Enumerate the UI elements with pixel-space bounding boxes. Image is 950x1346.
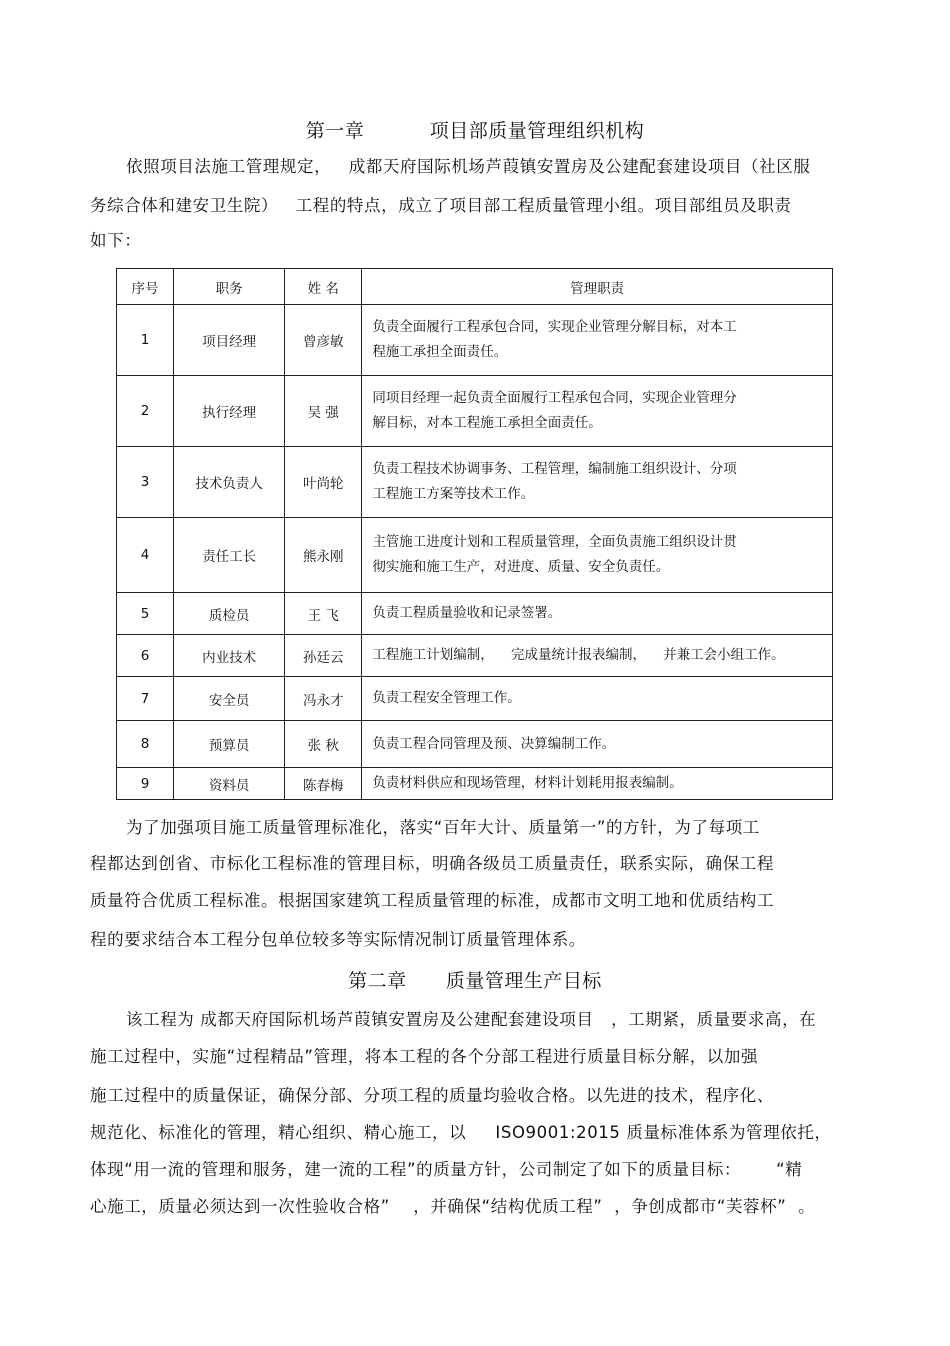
duty-line: 解目标，对本工程施工承担全面责任。 [372, 415, 602, 431]
duty-line: 负责工程合同管理及预、决算编制工作。 [372, 735, 616, 752]
chapter1-title: 第一章 项目部质量管理组织机构 [305, 120, 645, 142]
table-row [117, 677, 833, 721]
row-no: 6 [117, 635, 174, 677]
row-duty [362, 768, 833, 800]
intro-line-3: 如下： [90, 231, 142, 250]
body-line-1: 该工程为 成都天府国际机场芦葭镇安置房及公建配套建设项目 ，工期紧，质量要求高，在 [126, 1010, 817, 1029]
header-name: 姓 名 [285, 269, 362, 305]
duty-line: 负责工程安全管理工作。 [372, 690, 521, 706]
row-no: 4 [117, 518, 174, 593]
row-duty [362, 376, 833, 447]
row-no: 9 [117, 768, 174, 800]
closing-line-2: 程都达到创省、市标化工程标准的管理目标，明确各级员工质量责任，联系实际，确保工程 [90, 854, 774, 873]
row-name: 冯永才 [285, 677, 362, 721]
row-post: 内业技术 [174, 635, 285, 677]
row-post: 执行经理 [174, 376, 285, 447]
intro-line-1: 依照项目法施工管理规定， 成都天府国际机场芦葭镇安置房及公建配套建设项目（社区服 [126, 157, 811, 176]
row-name: 熊永刚 [285, 518, 362, 593]
row-duty [362, 635, 833, 677]
row-duty [362, 721, 833, 768]
duty-line: 工程施工计划编制， 完成量统计报表编制， 并兼工会小组工作。 [372, 647, 785, 663]
chapter2-title: 第二章 质量管理生产目标 [348, 970, 602, 992]
table-row [117, 593, 833, 635]
row-no: 5 [117, 593, 174, 635]
table-row [117, 635, 833, 677]
row-duty [362, 677, 833, 721]
duty-line: 负责工程技术协调事务、工程管理，编制施工组织设计、分项 [372, 461, 737, 477]
duty-line: 负责工程质量验收和记录签署。 [372, 605, 562, 621]
intro-line-2: 务综合体和建安卫生院） 工程的特点，成立了项目部工程质量管理小组。项目部组员及职责 [90, 196, 792, 215]
duty-line: 工程施工方案等技术工作。 [372, 486, 535, 502]
row-duty [362, 305, 833, 376]
table-row [117, 518, 833, 593]
row-post: 安全员 [174, 677, 285, 721]
header-no: 序号 [117, 269, 174, 305]
row-post: 质检员 [174, 593, 285, 635]
body-line-6: 心施工，质量必须达到一次性验收合格” ，并确保“结构优质工程” ，争创成都市“芙蓉杯” 。 [90, 1197, 816, 1216]
body-line-3: 施工过程中的质量保证，确保分部、分项工程的质量均验收合格。以先进的技术，程序化、 [90, 1086, 774, 1105]
row-name: 孙廷云 [285, 635, 362, 677]
row-duty [362, 593, 833, 635]
closing-line-3: 质量符合优质工程标准。根据国家建筑工程质量管理的标准，成都市文明工地和优质结构工 [90, 891, 774, 910]
table-row [117, 768, 833, 800]
body-line-4: 规范化、标准化的管理，精心组织、精心施工，以 ISO9001:2015 质量标准体系为管理依托， [90, 1123, 832, 1142]
row-post: 项目经理 [174, 305, 285, 376]
duty-line: 主管施工进度计划和工程质量管理，全面负责施工组织设计贯 [372, 534, 737, 550]
table-row [117, 305, 833, 376]
row-duty [362, 447, 833, 518]
table-header-row [117, 269, 833, 305]
row-name: 张 秋 [285, 721, 362, 768]
table-row [117, 376, 833, 447]
header-duty: 管理职责 [362, 269, 833, 305]
row-post: 资料员 [174, 768, 285, 800]
row-name: 曾彦敏 [285, 305, 362, 376]
duty-line: 彻实施和施工生产，对进度、质量、安全负责任。 [372, 559, 670, 575]
row-name: 王 飞 [285, 593, 362, 635]
closing-line-1: 为了加强项目施工质量管理标准化，落实“百年大计、质量第一”的方针，为了每项工 [126, 818, 760, 837]
header-post: 职务 [174, 269, 285, 305]
staff-duty-table [116, 268, 833, 800]
row-name: 陈春梅 [285, 768, 362, 800]
row-name: 吴 强 [285, 376, 362, 447]
body-line-2: 施工过程中，实施“过程精品”管理，将本工程的各个分部工程进行质量目标分解，以加强 [90, 1047, 759, 1066]
table-row [117, 721, 833, 768]
duty-line: 负责材料供应和现场管理，材料计划耗用报表编制。 [372, 775, 683, 791]
row-post: 技术负责人 [174, 447, 285, 518]
duty-line: 程施工承担全面责任。 [372, 344, 508, 360]
row-no: 2 [117, 376, 174, 447]
body-line-5: 体现“用一流的管理和服务，建一流的工程”的质量方针，公司制定了如下的质量目标： “精 [90, 1160, 803, 1179]
row-no: 7 [117, 677, 174, 721]
row-duty [362, 518, 833, 593]
row-post: 责任工长 [174, 518, 285, 593]
table-row [117, 447, 833, 518]
duty-line: 负责全面履行工程承包合同，实现企业管理分解目标，对本工 [372, 319, 737, 335]
row-no: 8 [117, 721, 174, 768]
row-post: 预算员 [174, 721, 285, 768]
row-no: 3 [117, 447, 174, 518]
closing-line-4: 程的要求结合本工程分包单位较多等实际情况制订质量管理体系。 [90, 930, 586, 949]
row-name: 叶尚轮 [285, 447, 362, 518]
row-no: 1 [117, 305, 174, 376]
duty-line: 同项目经理一起负责全面履行工程承包合同，实现企业管理分 [372, 390, 737, 406]
